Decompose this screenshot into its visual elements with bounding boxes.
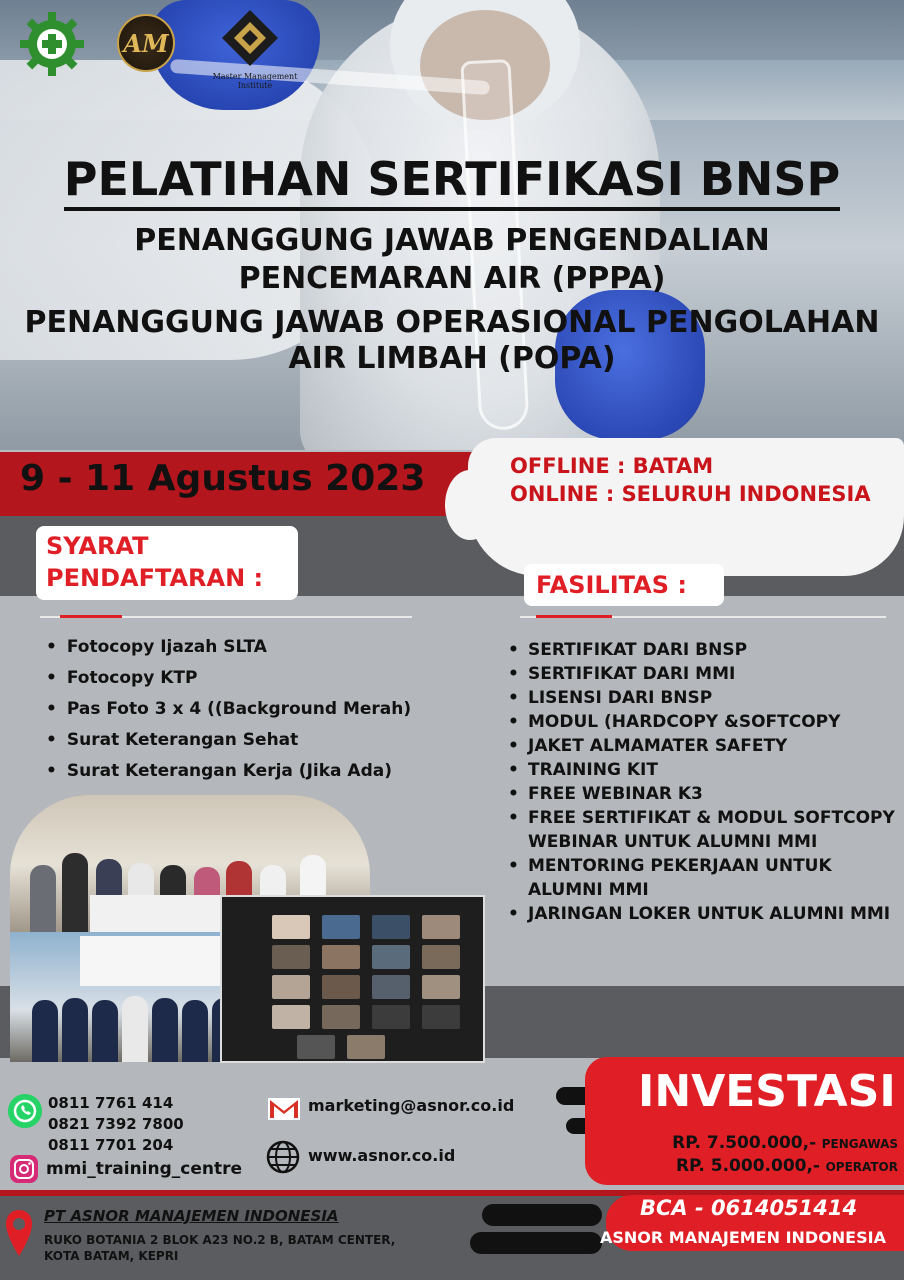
training-date: 9 - 11 Agustus 2023 [20, 458, 426, 499]
phone-number[interactable]: 0811 7701 204 [48, 1136, 174, 1154]
decor-strip [482, 1204, 602, 1226]
list-item: • Fotocopy Ijazah SLTA [46, 632, 411, 663]
facilities-heading: FASILITAS : [524, 564, 724, 606]
online-location: ONLINE : SELURUH INDONESIA [510, 482, 871, 506]
list-item: • SERTIFIKAT DARI BNSP [508, 638, 900, 662]
address-line: KOTA BATAM, KEPRI [44, 1249, 179, 1263]
list-item: • SERTIFIKAT DARI MMI [508, 662, 900, 686]
page-title: PELATIHAN SERTIFIKASI BNSP [0, 152, 904, 206]
divider-accent [536, 615, 612, 618]
list-item: • Surat Keterangan Sehat [46, 725, 411, 756]
list-item: • TRAINING KIT [508, 758, 900, 782]
email-link[interactable]: marketing@asnor.co.id [308, 1096, 515, 1115]
company-address [44, 1232, 395, 1264]
price-operator-label: OPERATOR [825, 1160, 898, 1174]
globe-icon [266, 1140, 300, 1174]
company-name: PT ASNOR MANAJEMEN INDONESIA [44, 1207, 339, 1225]
website-link[interactable]: www.asnor.co.id [308, 1146, 456, 1165]
bank-holder: ASNOR MANAJEMEN INDONESIA [600, 1228, 886, 1247]
list-item: • Surat Keterangan Kerja (Jika Ada) [46, 756, 411, 787]
divider-accent [60, 615, 122, 618]
list-item: • JARINGAN LOKER UNTUK ALUMNI MMI [508, 902, 900, 926]
bank-account: BCA - 0614051414 [640, 1196, 858, 1220]
price-supervisor [672, 1133, 898, 1153]
requirements-heading-line1: SYARAT [46, 532, 149, 560]
investment-title: INVESTASI [638, 1066, 896, 1117]
mail-icon [268, 1098, 300, 1120]
price-operator [676, 1156, 898, 1176]
phone-number[interactable]: 0811 7761 414 [48, 1094, 174, 1112]
instagram-handle[interactable]: mmi_training_centre [46, 1159, 243, 1179]
facilities-list [508, 638, 900, 926]
requirements-list [46, 632, 411, 787]
online-class-screenshot [220, 895, 485, 1063]
phone-number[interactable]: 0821 7392 7800 [48, 1115, 184, 1133]
am-logo: AM [117, 14, 175, 72]
instagram-icon [10, 1155, 38, 1183]
offline-location: OFFLINE : BATAM [510, 454, 714, 478]
whatsapp-icon [8, 1094, 42, 1128]
splash-drop [445, 470, 495, 540]
list-item: • Pas Foto 3 x 4 ((Background Merah) [46, 694, 411, 725]
price-supervisor-label: PENGAWAS [821, 1137, 898, 1151]
program-title-popa: PENANGGUNG JAWAB OPERASIONAL PENGOLAHAN AIR LIMBAH (POPA) [24, 305, 880, 376]
list-item: • Fotocopy KTP [46, 663, 411, 694]
location-info [510, 452, 871, 508]
list-item: • MODUL (HARDCOPY &SOFTCOPY [508, 710, 900, 734]
decor-strip [470, 1232, 602, 1254]
mmi-caption: Master Management Institute [212, 72, 298, 90]
price-supervisor-amount: RP. 7.500.000,- [672, 1133, 817, 1153]
list-item: • MENTORING PEKERJAAN UNTUK ALUMNI MMI [508, 854, 900, 902]
list-item: • FREE SERTIFIKAT & MODUL SOFTCOPY WEBINAR UNTUK ALUMNI MMI [508, 806, 900, 854]
requirements-heading-line2: PENDAFTARAN : [46, 564, 264, 592]
list-item: • FREE WEBINAR K3 [508, 782, 900, 806]
k3-safety-logo [20, 12, 84, 76]
list-item: • JAKET ALMAMATER SAFETY [508, 734, 900, 758]
address-line: RUKO BOTANIA 2 BLOK A23 NO.2 B, BATAM CENTER, [44, 1233, 396, 1247]
list-item: • LISENSI DARI BNSP [508, 686, 900, 710]
location-pin-icon [6, 1210, 32, 1258]
mmi-logo [220, 8, 280, 68]
requirements-heading [36, 526, 298, 600]
program-title-pppa: PENANGGUNG JAWAB PENGENDALIAN PENCEMARAN AIR (PPPA) [134, 223, 770, 296]
phone-numbers [48, 1093, 184, 1156]
price-operator-amount: RP. 5.000.000,- [675, 1156, 820, 1176]
